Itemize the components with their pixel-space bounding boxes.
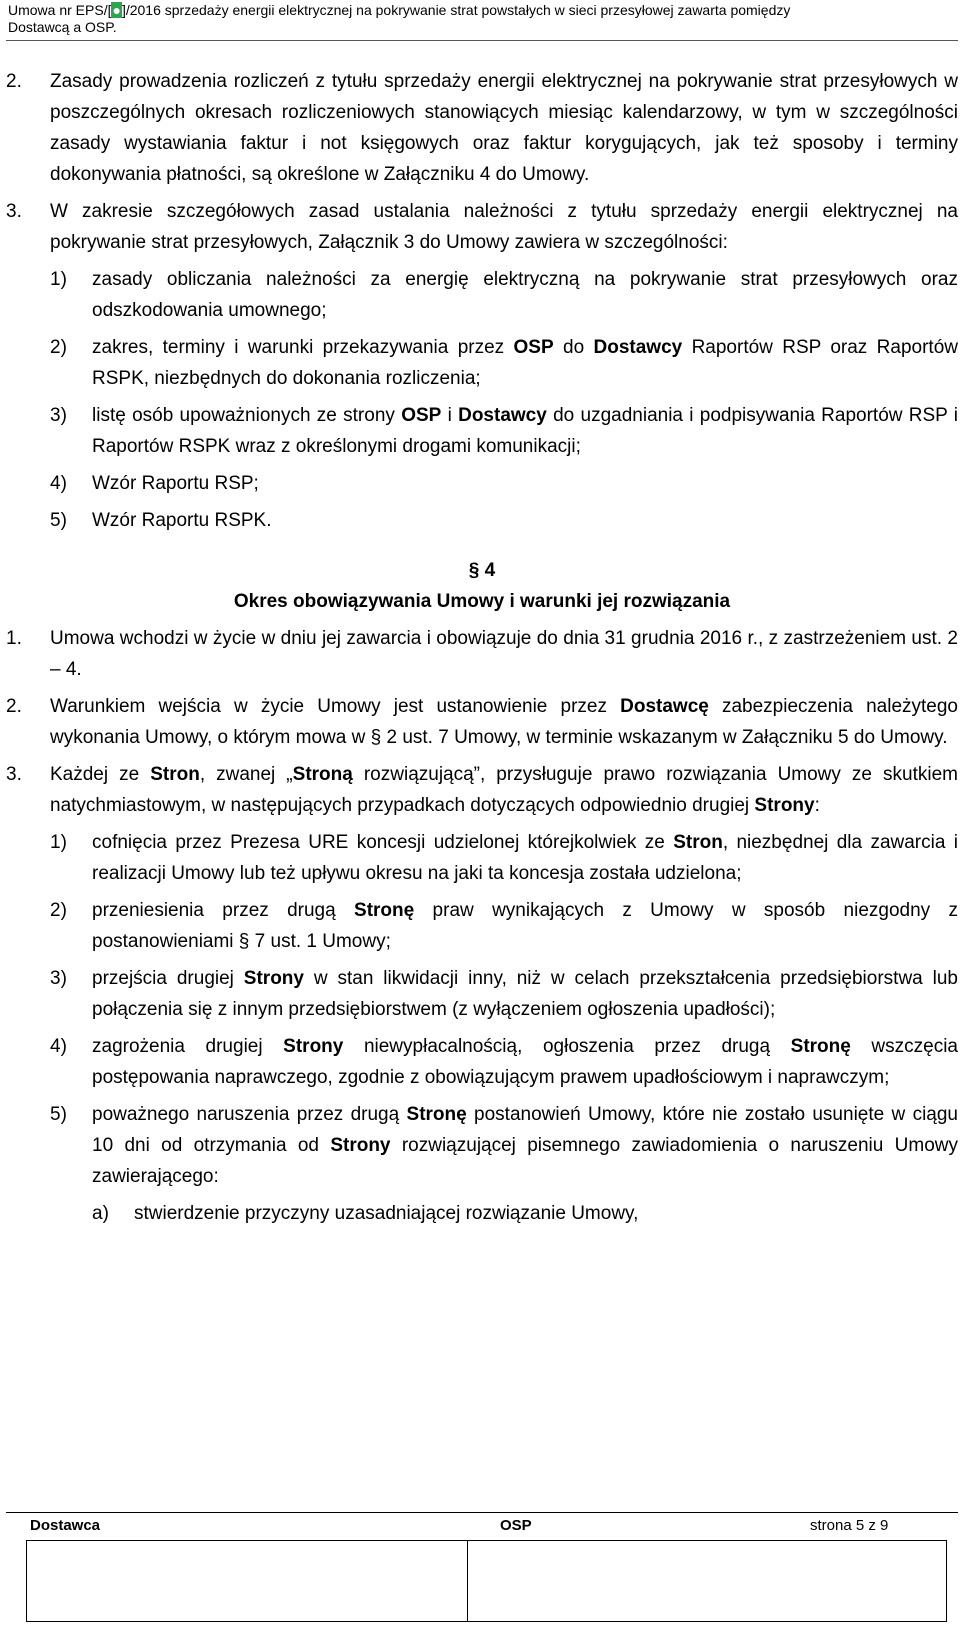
- header-line-2: Dostawcą a OSP.: [8, 19, 117, 35]
- signature-box-dostawca: [26, 1540, 468, 1622]
- list-item: 4) Wzór Raportu RSP;: [50, 473, 259, 494]
- signature-box-osp: [467, 1540, 947, 1622]
- section-number: § 4: [468, 560, 496, 581]
- footer-middle-label: OSP: [500, 1517, 532, 1534]
- list-item: 5) Wzór Raportu RSPK.: [50, 510, 272, 531]
- s4-paragraph-1: 1. Umowa wchodzi w życie w dniu jej zawarcia i obowiązuje do dnia 31 grudnia 2016 r., z zastrzeżeniem ust. 2 – 4.: [6, 628, 958, 680]
- document-header: [0, 0, 960, 36]
- list-item: 1) cofnięcia przez Prezesa URE koncesji udzielonej którejkolwiek ze Stron, niezbędnej dla zawarcia i realizacji Umowy lub też upływu okresu na jaki ta koncesja została udzielona;: [50, 832, 958, 884]
- document-body: [6, 66, 958, 1229]
- list-item: 4) zagrożenia drugiej Strony niewypłacalnością, ogłoszenia przez drugą Stronę wszczęcia postępowania naprawczego, zgodnie z obowiązującym prawem upadłościowym i naprawczym;: [50, 1036, 958, 1088]
- s4-paragraph-2: 2. Warunkiem wejścia w życie Umowy jest ustanowienie przez Dostawcę zabezpieczenia należytego wykonania Umowy, o którym mowa w § 2 ust. 7 Umowy, w terminie wskazanym w Załączniku 5 do Umowy.: [6, 696, 958, 748]
- list-item: 3) listę osób upoważnionych ze strony OSP i Dostawcy do uzgadniania i podpisywania Raportów RSP i Raportów RSPK wraz z określonymi drogami komunikacji;: [50, 405, 959, 457]
- list-item: 2) zakres, terminy i warunki przekazywania przez OSP do Dostawcy Raportów RSP oraz Raportów RSPK, niezbędnych do dokonania rozliczenia;: [50, 337, 958, 389]
- list-item: 1) zasady obliczania należności za energię elektryczną na pokrywanie strat przesyłowych oraz odszkodowania umownego;: [50, 269, 958, 321]
- paragraph-2: 2. Zasady prowadzenia rozliczeń z tytułu sprzedaży energii elektrycznej na pokrywanie strat przesyłowych w poszczególnych okresach rozliczeniowych stanowiących miesiąc kalendarzowy, w tym w szczególności zasady wystawiania faktur i not księgowych oraz faktur korygujących, jak też sposoby i terminy dokonywania płatności, są określone w Załączniku 4 do Umowy.: [6, 71, 958, 185]
- paragraph-3: 3. W zakresie szczegółowych zasad ustalania należności z tytułu sprzedaży energii elektrycznej na pokrywanie strat przesyłowych, Załącznik 3 do Umowy zawiera w szczególności:: [6, 201, 958, 253]
- list-item: a) stwierdzenie przyczyny uzasadniającej rozwiązanie Umowy,: [92, 1203, 639, 1224]
- s4-paragraph-3: 3. Każdej ze Stron, zwanej „Stroną rozwiązującą”, przysługuje prawo rozwiązania Umowy ze skutkiem natychmiastowym, w następujących przypadkach dotyczących odpowiednio drugiej Strony:: [6, 764, 958, 816]
- footer-left-label: Dostawca: [30, 1517, 101, 1534]
- section-heading: [6, 556, 958, 617]
- list-item: 5) poważnego naruszenia przez drugą Stronę postanowień Umowy, które nie zostało usunięte w ciągu 10 dni od otrzymania od Strony rozwiązującej pisemnego zawiadomienia o naruszeniu Umowy zawierającego:: [50, 1104, 959, 1187]
- footer-divider: [6, 1512, 958, 1513]
- page-number: strona 5 z 9: [810, 1517, 889, 1534]
- header-divider: [6, 40, 958, 41]
- list-item: 2) przeniesienia przez drugą Stronę praw wynikających z Umowy w sposób niezgodny z postanowieniami § 7 ust. 1 Umowy;: [50, 900, 958, 952]
- list-item: 3) przejścia drugiej Strony w stan likwidacji inny, niż w celach przekształcenia przedsiębiorstwa lub połączenia się z innym przedsiębiorstwem (z wyłączeniem ogłoszenia upadłości);: [50, 968, 958, 1020]
- section-title: Okres obowiązywania Umowy i warunki jej rozwiązania: [233, 591, 731, 612]
- placeholder-marker: ●: [112, 2, 121, 18]
- header-line-1: Umowa nr EPS/[●]/2016 sprzedaży energii elektrycznej na pokrywanie strat powstałych w sieci przesyłowej zawarta pomiędzy: [8, 2, 791, 18]
